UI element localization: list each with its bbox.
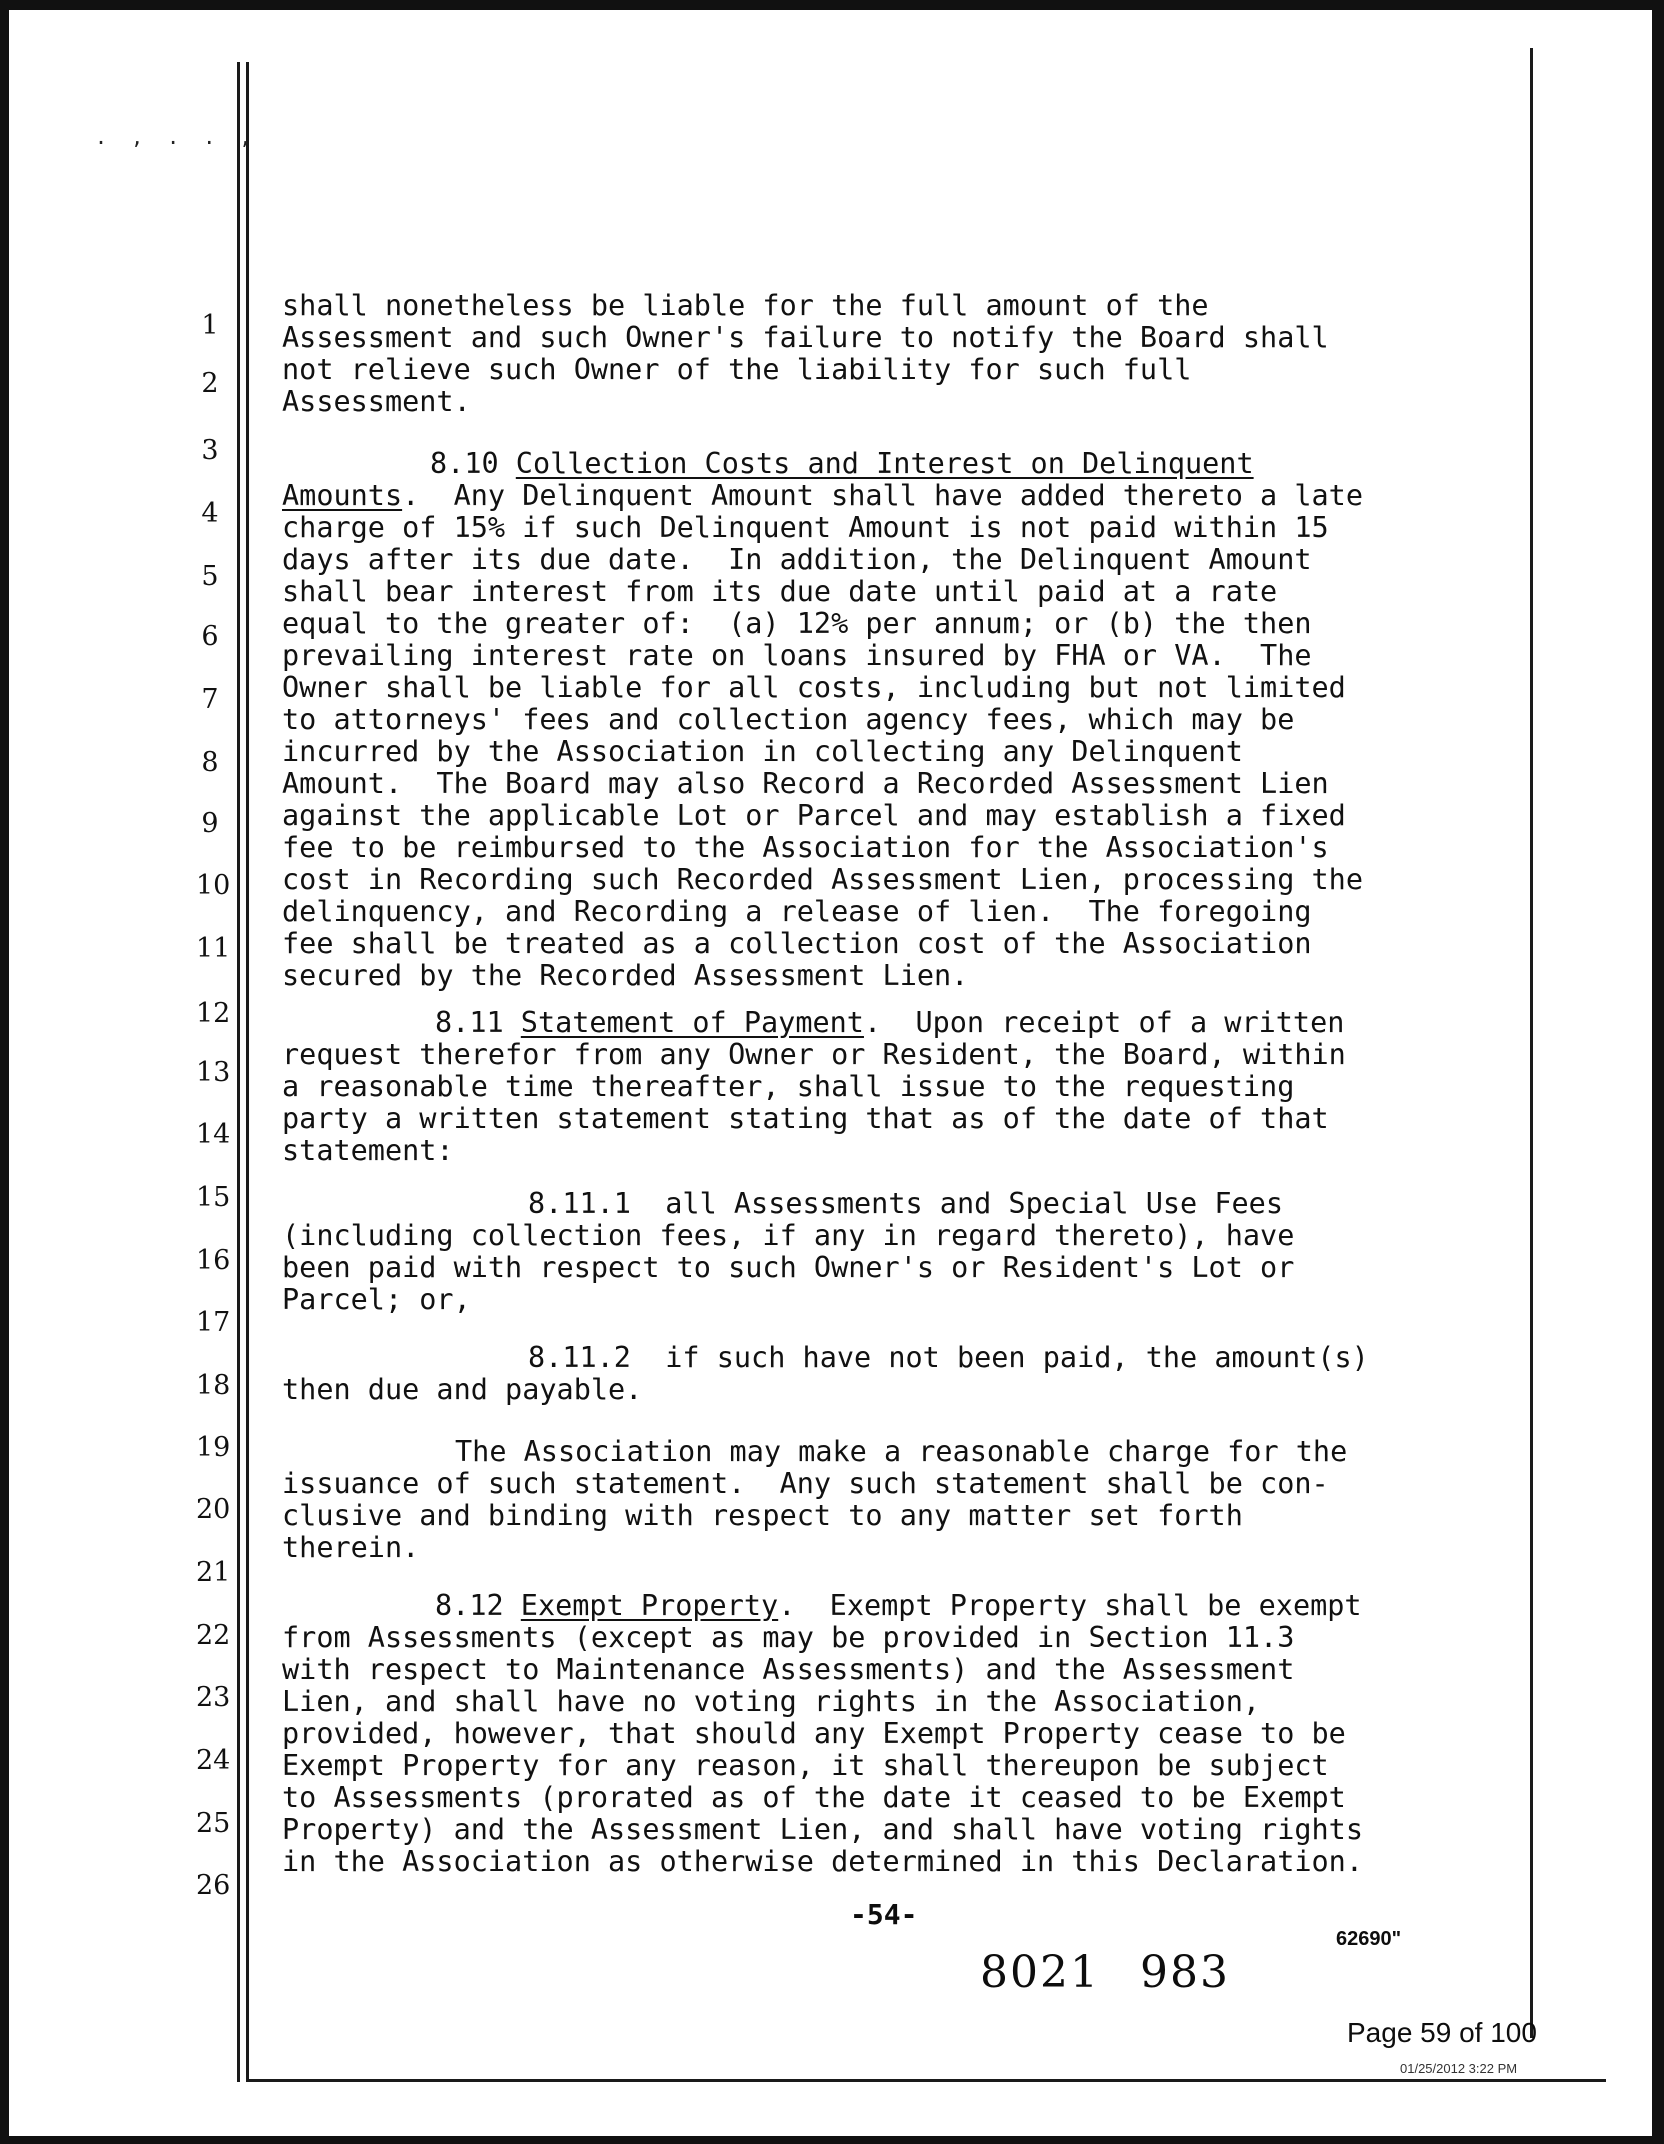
line-number: 9 (201, 808, 219, 839)
margin-rule-left-inner (246, 62, 249, 2082)
text-line: cost in Recording such Recorded Assessment Lien, processing the (282, 863, 1363, 896)
section-title: Collection Costs and Interest on Delinquent (515, 447, 1254, 480)
line-number: 4 (201, 498, 219, 529)
text-line: Property) and the Assessment Lien, and shall have voting rights (282, 1813, 1363, 1846)
page-number: -54- (850, 1898, 918, 1931)
text-line: equal to the greater of: (a) 12% per annum; or (b) the then (282, 607, 1312, 640)
line-number: 11 (196, 933, 231, 964)
text-line: therein. (282, 1531, 420, 1564)
margin-rule-right (1530, 48, 1533, 2038)
text-line: prevailing interest rate on loans insured by FHA or VA. The (282, 639, 1312, 672)
section-number: 8.10 (430, 447, 516, 480)
line-number: 24 (196, 1745, 231, 1776)
line-number: 22 (196, 1620, 231, 1651)
text-span: . Exempt Property shall be exempt (778, 1589, 1362, 1622)
line-number: 16 (196, 1245, 231, 1276)
text-line: then due and payable. (282, 1373, 643, 1406)
text-line: clusive and binding with respect to any matter set forth (282, 1499, 1243, 1532)
line-number: 25 (196, 1808, 231, 1839)
line-number: 18 (196, 1370, 231, 1401)
text-line: against the applicable Lot or Parcel and may establish a fixed (282, 799, 1346, 832)
line-number: 10 (196, 870, 231, 901)
text-line: a reasonable time thereafter, shall issue to the requesting (282, 1070, 1295, 1103)
text-line: statement: (282, 1134, 454, 1167)
footer-timestamp: 01/25/2012 3:22 PM (1400, 2061, 1518, 2076)
margin-specks: . , . . , (95, 125, 258, 149)
text-span: . Upon receipt of a written (863, 1006, 1345, 1039)
section-heading (430, 448, 1254, 480)
text-line: Amount. The Board may also Record a Recorded Assessment Lien (282, 767, 1329, 800)
text-line: delinquency, and Recording a release of lien. The foregoing (282, 895, 1312, 928)
text-line: incurred by the Association in collecting any Delinquent (282, 735, 1243, 768)
text-line: party a written statement stating that as of the date of that (282, 1102, 1329, 1135)
text-line: 8.11.2 if such have not been paid, the amount(s) (528, 1341, 1369, 1374)
scan-border-right (1652, 0, 1664, 2144)
text-line: to Assessments (prorated as of the date it ceased to be Exempt (282, 1781, 1346, 1814)
line-number: 1 (201, 310, 219, 341)
scan-border-top (0, 0, 1664, 10)
line-number: 15 (196, 1182, 231, 1213)
text-line: issuance of such statement. Any such statement shall be con- (282, 1467, 1329, 1500)
line-number: 20 (196, 1494, 231, 1525)
text-line: with respect to Maintenance Assessments) and the Assessment (282, 1653, 1295, 1686)
text-line: from Assessments (except as may be provided in Section 11.3 (282, 1621, 1295, 1654)
text-line: been paid with respect to such Owner's or Resident's Lot or (282, 1251, 1295, 1284)
text-line: fee to be reimbursed to the Association for the Association's (282, 831, 1329, 864)
text-line: secured by the Recorded Assessment Lien. (282, 959, 969, 992)
text-line: provided, however, that should any Exempt Property cease to be (282, 1717, 1346, 1750)
text-line: 8.11.1 all Assessments and Special Use Fees (528, 1187, 1283, 1220)
line-number: 5 (201, 561, 219, 592)
text-line: charge of 15% if such Delinquent Amount is not paid within 15 (282, 511, 1329, 544)
scan-border-left (0, 0, 9, 2144)
text-span: . Any Delinquent Amount shall have added thereto a late (402, 479, 1363, 512)
text-line: Parcel; or, (282, 1283, 471, 1316)
text-line: Assessment and such Owner's failure to notify the Board shall (282, 321, 1329, 354)
text-line: shall bear interest from its due date until paid at a rate (282, 575, 1278, 608)
line-number: 12 (196, 998, 231, 1029)
text-line: (including collection fees, if any in regard thereto), have (282, 1219, 1295, 1252)
section-heading (435, 1590, 1362, 1622)
line-number: 13 (196, 1057, 231, 1088)
line-number: 17 (196, 1307, 231, 1338)
text-line: in the Association as otherwise determined in this Declaration. (282, 1845, 1363, 1878)
text-line: shall nonetheless be liable for the full amount of the (282, 289, 1209, 322)
section-heading (435, 1007, 1344, 1039)
text-line: days after its due date. In addition, the Delinquent Amount (282, 543, 1312, 576)
section-number: 8.11 (435, 1006, 521, 1039)
text-line: request therefor from any Owner or Resident, the Board, within (282, 1038, 1346, 1071)
line-number: 19 (196, 1432, 231, 1463)
reference-code: 62690" (1336, 1928, 1402, 1950)
text-line: not relieve such Owner of the liability for such full (282, 353, 1192, 386)
line-number: 14 (196, 1119, 231, 1150)
footer-page-count: Page 59 of 100 (1347, 2017, 1537, 2048)
line-number: 6 (201, 621, 219, 652)
text-line: Exempt Property for any reason, it shall thereupon be subject (282, 1749, 1329, 1782)
line-number: 23 (196, 1682, 231, 1713)
text-line: Lien, and shall have no voting rights in the Association, (282, 1685, 1261, 1718)
line-number: 7 (201, 684, 219, 715)
line-number: 2 (201, 368, 219, 399)
line-number: 26 (196, 1870, 231, 1901)
bottom-rule (246, 2079, 1606, 2082)
text-line (282, 480, 1363, 512)
text-line: fee shall be treated as a collection cost of the Association (282, 927, 1312, 960)
text-line: to attorneys' fees and collection agency fees, which may be (282, 703, 1295, 736)
line-number: 21 (196, 1557, 231, 1588)
book-number: 8021 (980, 1947, 1100, 1998)
text-line: Owner shall be liable for all costs, including but not limited (282, 671, 1346, 704)
section-title-continued: Amounts (282, 479, 403, 512)
line-number: 8 (201, 747, 219, 778)
line-number: 3 (201, 435, 219, 466)
scan-border-bottom (0, 2136, 1664, 2144)
margin-rule-left-outer (237, 62, 240, 2082)
text-line: Assessment. (282, 385, 471, 418)
text-line: The Association may make a reasonable charge for the (455, 1435, 1348, 1468)
section-number: 8.12 (435, 1589, 521, 1622)
page-stamp-number: 983 (1140, 1947, 1230, 1998)
section-title: Exempt Property (520, 1589, 779, 1622)
section-title: Statement of Payment (520, 1006, 864, 1039)
